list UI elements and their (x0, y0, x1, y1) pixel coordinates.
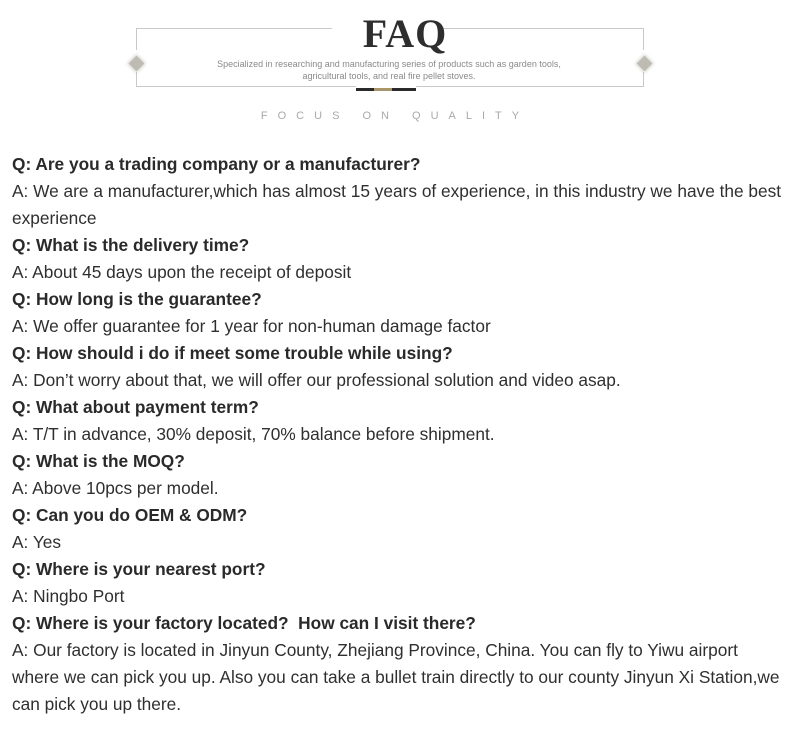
faq-header (0, 0, 810, 130)
faq-answer: A: We are a manufacturer,which has almost 15 years of experience, in this industry we have the best experience (12, 181, 782, 228)
faq-question: Q: How long is the guarantee? (12, 289, 262, 309)
tagline: FOCUS ON QUALITY (260, 110, 530, 122)
faq-question: Q: Can you do OEM & ODM? (12, 505, 248, 525)
faq-item (12, 340, 782, 394)
accent-bar-dark-left (356, 88, 374, 91)
faq-item (12, 502, 782, 556)
faq-item (12, 556, 782, 610)
faq-question: Q: What about payment term? (12, 397, 259, 417)
frame-right-bottom (643, 72, 644, 86)
faq-item (12, 151, 782, 232)
faq-item (12, 394, 782, 448)
faq-answer: A: Ningbo Port (12, 586, 125, 606)
faq-answer: A: Our factory is located in Jinyun County, Zhejiang Province, China. You can fly to Yiwu airport where we can pick you up. Also you can take a bullet train directly to our county Jinyun Xi Station,we can pick you up there. (12, 640, 780, 714)
faq-question: Q: Where is your factory located? How can I visit there? (12, 613, 476, 633)
frame-bottom-left (136, 86, 356, 87)
faq-question: Q: Where is your nearest port? (12, 559, 266, 579)
left-diamond-ornament (129, 56, 145, 72)
faq-question: Q: How should i do if meet some trouble while using? (12, 343, 453, 363)
faq-answer: A: We offer guarantee for 1 year for non-human damage factor (12, 316, 491, 336)
faq-item (12, 448, 782, 502)
subtitle-line-2: agricultural tools, and real fire pellet stoves. (302, 70, 476, 81)
faq-item (12, 286, 782, 340)
accent-bar-dark-right (392, 88, 416, 91)
subtitle-line-1: Specialized in researching and manufacturing series of products such as garden tools, (217, 59, 561, 69)
faq-question: Q: Are you a trading company or a manufacturer? (12, 154, 421, 174)
faq-question: Q: What is the delivery time? (12, 235, 250, 255)
frame-left-bottom (136, 72, 137, 86)
page-title: FAQ (362, 11, 448, 56)
faq-item (12, 232, 782, 286)
faq-answer: A: Don’t worry about that, we will offer our professional solution and video asap. (12, 370, 621, 390)
accent-bar-gold (374, 88, 392, 91)
faq-question: Q: What is the MOQ? (12, 451, 185, 471)
faq-answer: A: Yes (12, 532, 62, 552)
header-subtitle (200, 59, 578, 82)
frame-bottom-right (416, 86, 644, 87)
faq-answer: A: T/T in advance, 30% deposit, 70% balance before shipment. (12, 424, 495, 444)
right-diamond-ornament (637, 56, 653, 72)
faq-answer: A: Above 10pcs per model. (12, 478, 219, 498)
faq-answer: A: About 45 days upon the receipt of deposit (12, 262, 352, 282)
faq-item (12, 610, 782, 718)
faq-list (12, 151, 782, 718)
